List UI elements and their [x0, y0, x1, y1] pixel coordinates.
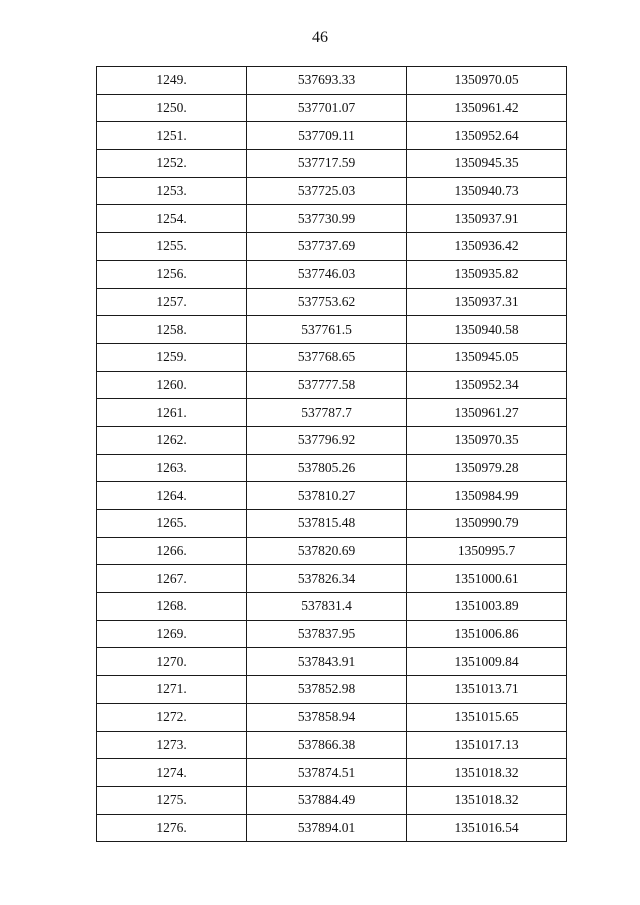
x-coordinate-cell: 537725.03 — [247, 177, 407, 205]
table-row — [97, 676, 567, 704]
x-coordinate-cell: 537737.69 — [247, 233, 407, 261]
point-number-cell: 1257. — [97, 288, 247, 316]
table-row — [97, 786, 567, 814]
point-number-cell: 1264. — [97, 482, 247, 510]
table-row — [97, 759, 567, 787]
x-coordinate-cell: 537866.38 — [247, 731, 407, 759]
table-row — [97, 703, 567, 731]
y-coordinate-cell: 1350984.99 — [407, 482, 567, 510]
point-number-cell: 1266. — [97, 537, 247, 565]
table-row — [97, 814, 567, 842]
table-row — [97, 122, 567, 150]
table-row — [97, 426, 567, 454]
table-row — [97, 593, 567, 621]
y-coordinate-cell: 1351016.54 — [407, 814, 567, 842]
point-number-cell: 1272. — [97, 703, 247, 731]
x-coordinate-cell: 537852.98 — [247, 676, 407, 704]
table-row — [97, 94, 567, 122]
x-coordinate-cell: 537831.4 — [247, 593, 407, 621]
y-coordinate-cell: 1350936.42 — [407, 233, 567, 261]
y-coordinate-cell: 1350937.31 — [407, 288, 567, 316]
x-coordinate-cell: 537837.95 — [247, 620, 407, 648]
y-coordinate-cell: 1350961.42 — [407, 94, 567, 122]
table-row — [97, 67, 567, 95]
table-row — [97, 731, 567, 759]
point-number-cell: 1251. — [97, 122, 247, 150]
x-coordinate-cell: 537746.03 — [247, 260, 407, 288]
x-coordinate-cell: 537693.33 — [247, 67, 407, 95]
point-number-cell: 1250. — [97, 94, 247, 122]
y-coordinate-cell: 1351017.13 — [407, 731, 567, 759]
x-coordinate-cell: 537820.69 — [247, 537, 407, 565]
point-number-cell: 1269. — [97, 620, 247, 648]
y-coordinate-cell: 1350970.05 — [407, 67, 567, 95]
x-coordinate-cell: 537894.01 — [247, 814, 407, 842]
y-coordinate-cell: 1350979.28 — [407, 454, 567, 482]
x-coordinate-cell: 537874.51 — [247, 759, 407, 787]
y-coordinate-cell: 1350990.79 — [407, 510, 567, 538]
table-row — [97, 260, 567, 288]
coordinates-table-body — [97, 67, 567, 842]
x-coordinate-cell: 537709.11 — [247, 122, 407, 150]
point-number-cell: 1254. — [97, 205, 247, 233]
point-number-cell: 1249. — [97, 67, 247, 95]
table-row — [97, 648, 567, 676]
point-number-cell: 1253. — [97, 177, 247, 205]
y-coordinate-cell: 1350952.34 — [407, 371, 567, 399]
y-coordinate-cell: 1351003.89 — [407, 593, 567, 621]
y-coordinate-cell: 1351018.32 — [407, 786, 567, 814]
x-coordinate-cell: 537884.49 — [247, 786, 407, 814]
x-coordinate-cell: 537826.34 — [247, 565, 407, 593]
table-row — [97, 510, 567, 538]
table-row — [97, 537, 567, 565]
table-row — [97, 233, 567, 261]
table-row — [97, 150, 567, 178]
y-coordinate-cell: 1350940.73 — [407, 177, 567, 205]
y-coordinate-cell: 1350961.27 — [407, 399, 567, 427]
point-number-cell: 1267. — [97, 565, 247, 593]
table-row — [97, 620, 567, 648]
table-row — [97, 343, 567, 371]
table-row — [97, 482, 567, 510]
point-number-cell: 1274. — [97, 759, 247, 787]
x-coordinate-cell: 537787.7 — [247, 399, 407, 427]
y-coordinate-cell: 1350995.7 — [407, 537, 567, 565]
y-coordinate-cell: 1350945.05 — [407, 343, 567, 371]
point-number-cell: 1255. — [97, 233, 247, 261]
y-coordinate-cell: 1351018.32 — [407, 759, 567, 787]
coordinates-table — [96, 66, 567, 842]
x-coordinate-cell: 537761.5 — [247, 316, 407, 344]
table-row — [97, 399, 567, 427]
y-coordinate-cell: 1351013.71 — [407, 676, 567, 704]
x-coordinate-cell: 537796.92 — [247, 426, 407, 454]
x-coordinate-cell: 537805.26 — [247, 454, 407, 482]
point-number-cell: 1262. — [97, 426, 247, 454]
x-coordinate-cell: 537730.99 — [247, 205, 407, 233]
point-number-cell: 1256. — [97, 260, 247, 288]
point-number-cell: 1263. — [97, 454, 247, 482]
point-number-cell: 1276. — [97, 814, 247, 842]
point-number-cell: 1265. — [97, 510, 247, 538]
point-number-cell: 1258. — [97, 316, 247, 344]
table-row — [97, 454, 567, 482]
x-coordinate-cell: 537768.65 — [247, 343, 407, 371]
table-row — [97, 288, 567, 316]
y-coordinate-cell: 1351006.86 — [407, 620, 567, 648]
point-number-cell: 1260. — [97, 371, 247, 399]
y-coordinate-cell: 1351000.61 — [407, 565, 567, 593]
table-row — [97, 371, 567, 399]
x-coordinate-cell: 537701.07 — [247, 94, 407, 122]
table-row — [97, 205, 567, 233]
point-number-cell: 1271. — [97, 676, 247, 704]
y-coordinate-cell: 1350935.82 — [407, 260, 567, 288]
point-number-cell: 1259. — [97, 343, 247, 371]
x-coordinate-cell: 537815.48 — [247, 510, 407, 538]
table-row — [97, 565, 567, 593]
point-number-cell: 1275. — [97, 786, 247, 814]
y-coordinate-cell: 1351009.84 — [407, 648, 567, 676]
point-number-cell: 1261. — [97, 399, 247, 427]
x-coordinate-cell: 537777.58 — [247, 371, 407, 399]
y-coordinate-cell: 1350970.35 — [407, 426, 567, 454]
table-row — [97, 177, 567, 205]
y-coordinate-cell: 1350952.64 — [407, 122, 567, 150]
point-number-cell: 1270. — [97, 648, 247, 676]
y-coordinate-cell: 1351015.65 — [407, 703, 567, 731]
y-coordinate-cell: 1350945.35 — [407, 150, 567, 178]
point-number-cell: 1268. — [97, 593, 247, 621]
y-coordinate-cell: 1350940.58 — [407, 316, 567, 344]
point-number-cell: 1273. — [97, 731, 247, 759]
x-coordinate-cell: 537858.94 — [247, 703, 407, 731]
y-coordinate-cell: 1350937.91 — [407, 205, 567, 233]
x-coordinate-cell: 537717.59 — [247, 150, 407, 178]
x-coordinate-cell: 537753.62 — [247, 288, 407, 316]
x-coordinate-cell: 537810.27 — [247, 482, 407, 510]
table-row — [97, 316, 567, 344]
point-number-cell: 1252. — [97, 150, 247, 178]
x-coordinate-cell: 537843.91 — [247, 648, 407, 676]
page-number: 46 — [312, 29, 328, 46]
